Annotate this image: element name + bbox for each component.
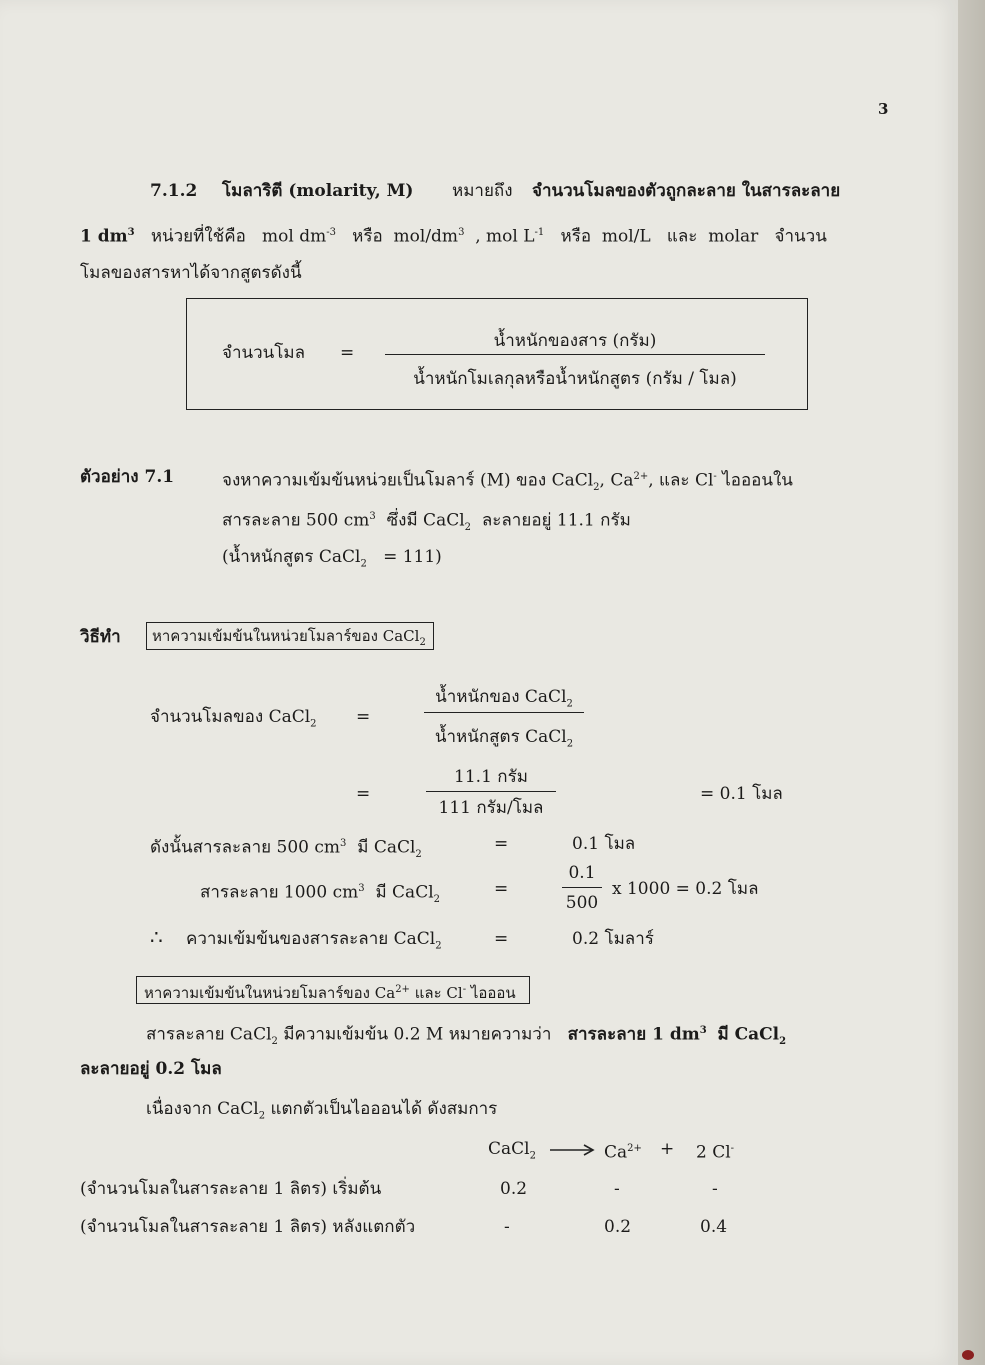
section-intro: หมายถึง (452, 181, 513, 201)
solution-box-2-text: หาความเข้มข้นในหน่วยโมลาร์ของ $Ca^{2+}$ และ Cl- ไอออน (144, 984, 516, 1002)
fraction-2-result: = 0.1 โมล (700, 784, 783, 804)
formula-lhs: จำนวนโมล (222, 343, 306, 363)
result-line-2: สารละลาย 1000 $cm^3$ มี CaCl$_2$ (200, 882, 441, 906)
mol-equals: = (356, 707, 371, 727)
equation-plus: + (660, 1139, 675, 1159)
fraction-2-numerator: 11.1 กรัม (454, 767, 528, 787)
result-line-1-value: 0.1 โมล (572, 834, 636, 854)
formula-denominator: น้ำหนักโมเลกุลหรือน้ำหนักสูตร (กรัม / โมล) (413, 369, 737, 389)
ink-mark (962, 1350, 974, 1360)
reaction-arrow-icon (550, 1143, 596, 1157)
result-line-2-rest: x 1000 = 0.2 โมล (612, 879, 759, 899)
formula-equals: = (340, 343, 355, 363)
table-row-1-value-3: - (712, 1179, 718, 1199)
section-title: โมลาริตี (molarity, M) (222, 181, 414, 201)
mol-lhs: จำนวนโมลของ CaCl$_2$ (150, 707, 317, 730)
section-number: 7.1.2 (150, 181, 198, 201)
example-question-3: (น้ำหนักสูตร CaCl$_2$ = 111) (222, 547, 442, 570)
table-row-2-value-3: 0.4 (700, 1217, 728, 1237)
page-number: 3 (878, 100, 889, 118)
equation-product-2: 2 Cl- (696, 1142, 735, 1163)
page-edge (958, 0, 985, 1365)
section-definition: จำนวนโมลของตัวถูกละลาย ในสารละลาย (532, 181, 841, 201)
table-row-1-value-2: - (614, 1179, 620, 1199)
explanation-line-3: เนื่องจาก CaCl$_2$ แตกตัวเป็นไอออนได้ ดังสมการ (146, 1099, 498, 1122)
fraction-2-denominator: 111 กรัม/โมล (438, 798, 544, 818)
explanation-line-2: ละลายอยู่ 0.2 โมล (80, 1059, 222, 1079)
result-line-1-equals: = (494, 834, 509, 854)
therefore-symbol: ∴ (150, 925, 163, 949)
fraction-2-line (426, 791, 556, 792)
table-row-2-value-1: - (504, 1217, 510, 1237)
result-line-2-numerator: 0.1 (568, 863, 596, 883)
result-line-3-value: 0.2 โมลาร์ (572, 929, 654, 949)
result-line-2-fraction-line (562, 887, 602, 888)
table-row-2-value-2: 0.2 (604, 1217, 632, 1237)
result-line-3: ความเข้มข้นของสารละลาย CaCl$_2$ (186, 929, 442, 952)
table-row-1-label: (จำนวนโมลในสารละลาย 1 ลิตร) เริ่มต้น (80, 1179, 382, 1199)
example-label: ตัวอย่าง 7.1 (80, 467, 175, 487)
result-line-2-denominator: 500 (565, 893, 599, 913)
table-row-2-label: (จำนวนโมลในสารละลาย 1 ลิตร) หลังแตกตัว (80, 1217, 416, 1237)
solution-box-1-text: หาความเข้มข้นในหน่วยโมลาร์ของ CaCl$_2$ (152, 627, 426, 648)
table-row-1-value-1: 0.2 (500, 1179, 528, 1199)
fraction-1-denominator: น้ำหนักสูตร CaCl$_2$ (434, 727, 574, 750)
example-question-1: จงหาความเข้มข้นหน่วยเป็นโมลาร์ (M) ของ CaCl$_2$, $Ca^{2+}$, และ Cl- ไอออนใน (222, 470, 793, 494)
fraction-1-line (424, 712, 584, 713)
formula-fraction-line (385, 354, 765, 355)
definition-line-3: โมลของสารหาได้จากสูตรดังนี้ (80, 263, 302, 283)
result-line-1: ดังนั้นสารละลาย 500 $cm^3$ มี CaCl$_2$ (150, 837, 422, 861)
solution-label: วิธีทำ (80, 627, 121, 647)
equation-reactant: CaCl$_2$ (488, 1139, 536, 1162)
example-question-2: สารละลาย 500 $cm^3$ ซึ่งมี CaCl$_2$ ละลายอยู่ 11.1 กรัม (222, 510, 631, 534)
result-line-3-equals: = (494, 929, 509, 949)
result-line-2-equals: = (494, 879, 509, 899)
fraction-1-numerator: น้ำหนักของ CaCl$_2$ (435, 687, 573, 710)
definition-line-2: 1 $dm^3$ หน่วยที่ใช้คือ mol $dm^{-3}$ หรือ mol/$dm^3$ , mol $L^{-1}$ หรือ mol/L และ molar จำนวน (80, 226, 827, 247)
formula-numerator: น้ำหนักของสาร (กรัม) (493, 331, 657, 351)
equation-product-1: $Ca^{2+}$ (604, 1142, 642, 1163)
step-2-equals: = (356, 784, 371, 804)
explanation-line-1: สารละลาย CaCl$_2$ มีความเข้มข้น 0.2 M หมายความว่า สารละลาย 1 $dm^3$ มี CaCl$_2$ (146, 1024, 787, 1048)
